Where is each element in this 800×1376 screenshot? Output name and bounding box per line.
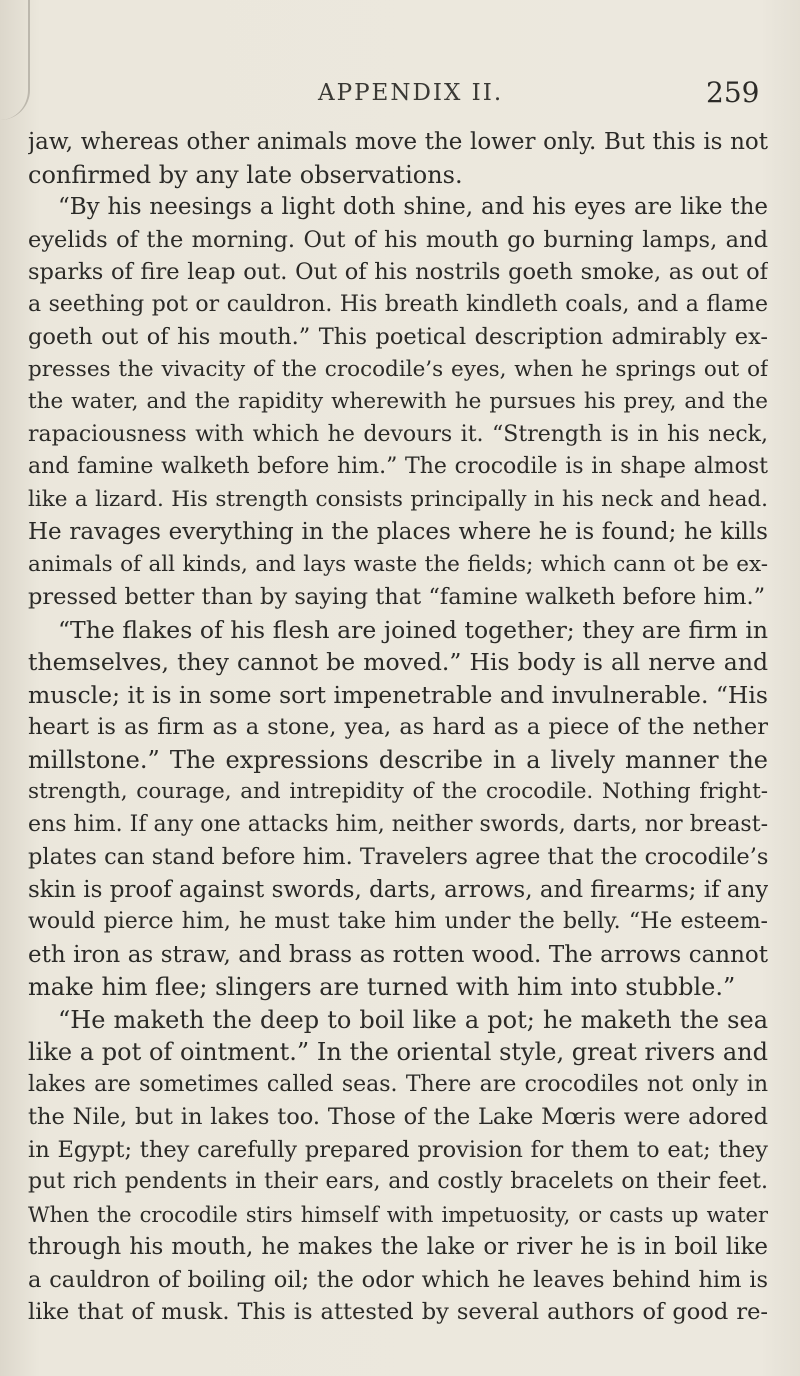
text-line: animals of all kinds, and lays waste the fields; which cann ot be ex- bbox=[28, 551, 768, 577]
text-line: and famine walketh before him.” The crocodile is in shape almost bbox=[28, 454, 768, 479]
text-line: presses the vivacity of the crocodile’s eyes, when he springs out of bbox=[28, 356, 768, 382]
text-line: skin is proof against swords, darts, arrows, and firearms; if any bbox=[28, 876, 768, 903]
text-line: through his mouth, he makes the lake or river he is in boil like bbox=[28, 1234, 768, 1260]
text-line: When the crocodile stirs himself with impetuosity, or casts up water bbox=[28, 1202, 768, 1227]
text-line: jaw, whereas other animals move the lower only. But this is not bbox=[28, 129, 768, 155]
text-line: would pierce him, he must take him under the belly. “He esteem- bbox=[28, 909, 768, 934]
text-line: “The flakes of his flesh are joined together; they are firm in bbox=[58, 615, 768, 644]
text-line: make him flee; slingers are turned with him into stubble.” bbox=[28, 973, 736, 1001]
text-line: the Nile, but in lakes too. Those of the Lake Mœris were adored bbox=[28, 1104, 768, 1130]
text-line: muscle; it is in some sort impenetrable and invulnerable. “His bbox=[28, 680, 768, 709]
text-line: in Egypt; they carefully prepared provision for them to eat; they bbox=[28, 1136, 768, 1163]
text-line: the water, and the rapidity wherewith he pursues his prey, and the bbox=[28, 389, 768, 414]
running-head: APPENDIX II. bbox=[318, 80, 504, 106]
text-line: eyelids of the morning. Out of his mouth go burning lamps, and bbox=[28, 226, 768, 253]
text-line: pressed better than by saying that “famine walketh before him.” bbox=[28, 584, 766, 610]
text-line: “By his neesings a light doth shine, and his eyes are like the bbox=[58, 194, 768, 220]
text-line: a seething pot or cauldron. His breath kindleth coals, and a flame bbox=[28, 291, 768, 317]
text-line: rapaciousness with which he devours it. “Strength is in his neck, bbox=[28, 421, 768, 447]
body-text bbox=[28, 126, 768, 1329]
text-line: like a pot of ointment.” In the oriental style, great rivers and bbox=[28, 1038, 768, 1066]
text-line: confirmed by any late observations. bbox=[28, 160, 463, 189]
text-line: a cauldron of boiling oil; the odor which he leaves behind him is bbox=[28, 1266, 768, 1293]
text-line: heart is as firm as a stone, yea, as hard as a piece of the nether bbox=[28, 714, 768, 740]
text-line: strength, courage, and intrepidity of the crocodile. Nothing fright- bbox=[28, 779, 768, 804]
text-line: like a lizard. His strength consists principally in his neck and head. bbox=[28, 486, 768, 512]
text-line: He ravages everything in the places where he is found; he kills bbox=[28, 519, 768, 545]
text-line: like that of musk. This is attested by several authors of good re- bbox=[28, 1299, 768, 1325]
page-header bbox=[0, 76, 800, 120]
text-line: goeth out of his mouth.” This poetical description admirably ex- bbox=[28, 324, 768, 350]
text-line: lakes are sometimes called seas. There are crocodiles not only in bbox=[28, 1071, 768, 1097]
text-line: put rich pendents in their ears, and costly bracelets on their feet. bbox=[28, 1169, 768, 1194]
page-number: 259 bbox=[706, 76, 760, 109]
text-line: eth iron as straw, and brass as rotten wood. The arrows cannot bbox=[28, 941, 768, 968]
text-line: ens him. If any one attacks him, neither swords, darts, nor breast- bbox=[28, 811, 768, 837]
text-line: themselves, they cannot be moved.” His body is all nerve and bbox=[28, 648, 768, 676]
text-line: plates can stand before him. Travelers agree that the crocodile’s bbox=[28, 844, 768, 870]
text-line: sparks of fire leap out. Out of his nostrils goeth smoke, as out of bbox=[28, 259, 768, 285]
text-line: millstone.” The expressions describe in a lively manner the bbox=[28, 745, 768, 774]
text-line: “He maketh the deep to boil like a pot; he maketh the sea bbox=[58, 1005, 768, 1034]
